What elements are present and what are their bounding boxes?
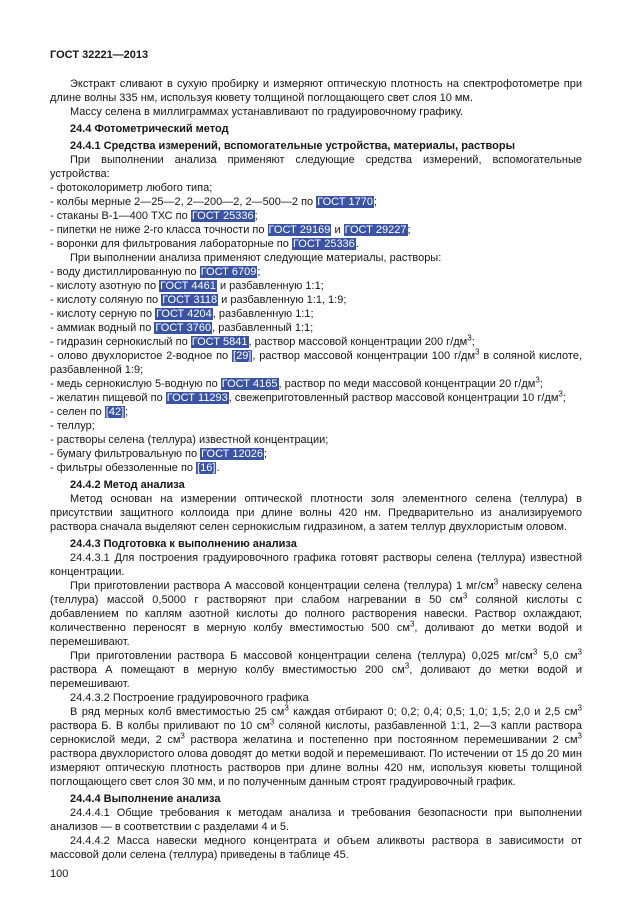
gost-reference-link[interactable]: ГОСТ 3760	[155, 322, 212, 334]
gost-reference-link[interactable]: [42]	[105, 406, 125, 418]
superscript: 3	[462, 591, 468, 601]
gost-reference-link[interactable]: ГОСТ 1770	[317, 196, 373, 208]
gost-reference-link[interactable]: ГОСТ 5841	[191, 336, 248, 348]
paragraph: 24.4.3.1 Для построения градуировочного графика готовят растворы селена (теллура) известной концентрации.	[50, 552, 582, 578]
section-heading: 24.4.4 Выполнение анализа	[70, 793, 221, 805]
list-item: - олово двухлористое 2-водное по [29], раствор массовой концентрации 100 $г/дм^3$ в соляной кислоте, разбавленной 1:9;	[50, 347, 583, 376]
list-item: - селен по [42];	[50, 406, 129, 418]
page-number: 100	[50, 868, 69, 880]
document-header: ГОСТ 32221—2013	[50, 49, 149, 61]
list-item: - воронки для фильтрования лабораторные по ГОСТ 25336.	[50, 238, 359, 250]
list-item: - фильтры обеззоленные по [16].	[50, 462, 220, 474]
section-heading: 24.4.2 Метод анализа	[70, 479, 185, 491]
gost-reference-link[interactable]: [16]	[197, 462, 216, 474]
list-item: - гидразин сернокислый по ГОСТ 5841, раствор массовой концентрации 200 $г/дм^3$;	[50, 333, 475, 348]
gost-reference-link[interactable]: ГОСТ 29227	[344, 224, 407, 236]
list-item: - кислоту азотную по ГОСТ 4461 и разбавленную 1:1;	[50, 280, 324, 292]
section-heading: 24.4 Фотометрический метод	[70, 123, 229, 135]
superscript: 3	[577, 731, 582, 741]
list-item: - медь сернокислую 5-водную по ГОСТ 4165, раствор по меди массовой концентрации 20 $г/дм^3$;	[50, 375, 543, 390]
gost-reference-link[interactable]: ГОСТ 3118	[162, 294, 218, 306]
gost-reference-link[interactable]: ГОСТ 12026	[201, 448, 264, 460]
gost-reference-link[interactable]: ГОСТ 11293	[166, 392, 228, 404]
superscript: 3	[577, 647, 582, 657]
list-item: - кислоту серную по ГОСТ 4204, разбавленную 1:1;	[50, 308, 314, 320]
list-item: - аммиак водный по ГОСТ 3760, разбавленный 1:1;	[50, 322, 314, 334]
gost-reference-link[interactable]: ГОСТ 4461	[160, 280, 216, 292]
superscript: 3	[558, 389, 563, 399]
list-item: - желатин пищевой по ГОСТ 11293, свежеприготовленный раствор массовой концентрации 10 $г/дм^3$;	[50, 389, 566, 404]
section-heading: 24.4.1 Средства измерений, вспомогательные устройства, материалы, растворы	[70, 140, 515, 152]
gost-reference-link[interactable]: ГОСТ 4165	[221, 378, 278, 390]
superscript: 3	[467, 333, 472, 343]
gost-reference-link[interactable]: ГОСТ 29169	[268, 224, 331, 236]
superscript: 3	[409, 619, 415, 629]
paragraph: При выполнении анализа применяют следующие материалы, растворы:	[70, 252, 442, 264]
paragraph: В ряд мерных колб вместимостью 25 $см^3$ каждая отбирают 0; 0,2; 0,4; 0,5; 1,0; 1,5; 2,0 и 2,5 $см^3$ раствора Б. В колбы приливают по 10 $см^3$ соляной кислоты, разбавленной 1:1, 2—3 капли раствора сернокислой меди, 2 $см^3$ раствора желатина и постепенно при постоянном перемешивании 2 $см^3$ раствора двухлористого олова доводят до метки водой и перемешивают. По истечении от 15 до 20 мин измеряют оптическую плотность растворов при длине волны 420 нм, используя кюветы толщиной поглощающего свет слоя 30 мм, и по полученным данным строят градуировочный график.	[50, 703, 582, 788]
paragraph: При приготовлении раствора Б массовой концентрации селена (теллура) 0,025 $мг/см^3$ 5,0 $см^3$ раствора А помещают в мерную колбу вместимостью 200 $см^3$, доливают до метки водой и перемешивают.	[50, 647, 582, 690]
section-heading: 24.4.3 Подготовка к выполнению анализа	[70, 538, 297, 550]
list-item: - теллур;	[50, 420, 95, 432]
superscript: 3	[475, 347, 480, 357]
paragraph: 24.4.3.2 Построение градуировочного графика	[70, 692, 309, 704]
list-item: - стаканы В-1—400 ТХС по ГОСТ 25336;	[50, 210, 258, 222]
paragraph: Метод основан на измерении оптической плотности золя элементного селена (теллура) в присутствии защитного коллоида при длине волны 420 нм. Предварительно из анализируемого раствора сначала выделяют селен сернокислым гидразином, а затем теллур двухлористым оловом.	[50, 493, 582, 533]
list-item: - бумагу фильтровальную по ГОСТ 12026;	[50, 448, 268, 460]
list-item: - воду дистиллированную по ГОСТ 6709;	[50, 266, 261, 278]
list-item: - пипетки не ниже 2-го класса точности по ГОСТ 29169 и ГОСТ 29227;	[50, 224, 411, 236]
gost-reference-link[interactable]: ГОСТ 6709	[200, 266, 257, 278]
list-item: - фотоколориметр любого типа;	[50, 182, 213, 194]
superscript: 3	[535, 375, 540, 385]
gost-reference-link[interactable]: ГОСТ 25336	[292, 238, 355, 250]
document-body	[50, 77, 582, 862]
paragraph: При выполнении анализа применяют следующие средства измерений, вспомогательные устройства:	[50, 154, 582, 180]
superscript: 3	[404, 661, 410, 671]
paragraph: Экстракт сливают в сухую пробирку и измеряют оптическую плотность на спектрофотометре при длине волны 335 нм, используя кювету толщиной поглощающего свет слоя 10 мм.	[50, 78, 582, 104]
paragraph: Массу селена в миллиграммах устанавливают по градуировочному графику.	[70, 106, 464, 118]
gost-reference-link[interactable]: [29]	[233, 350, 252, 362]
superscript: 3	[532, 647, 538, 657]
superscript: 3	[284, 703, 289, 713]
superscript: 3	[493, 577, 499, 587]
list-item: - кислоту соляную по ГОСТ 3118 и разбавленную 1:1, 1:9;	[50, 294, 347, 306]
superscript: 3	[180, 731, 185, 741]
list-item: - колбы мерные 2—25—2, 2—200—2, 2—500—2 по ГОСТ 1770;	[50, 196, 378, 208]
paragraph: При приготовлении раствора А массовой концентрации селена (теллура) 1 $мг/см^3$ навеску селена (теллура) массой 0,5000 г растворяют при слабом нагревании в 50 $см^3$ соляной кислоты с добавлением по каплям азотной кислоты до полного растворения навески. Раствор охлаждают, количественно переносят в мерную колбу вместимостью 500 $см^3$, доливают до метки водой и перемешивают.	[50, 577, 583, 648]
gost-reference-link[interactable]: ГОСТ 25336	[191, 210, 254, 222]
paragraph: 24.4.4.2 Масса навески медного концентрата и объем аликвоты раствора в зависимости от массовой доли селена (теллура) приведены в таблице 45.	[50, 835, 582, 861]
list-item: - растворы селена (теллура) известной концентрации;	[50, 434, 329, 446]
gost-reference-link[interactable]: ГОСТ 4204	[156, 308, 212, 320]
superscript: 3	[269, 717, 275, 727]
paragraph: 24.4.4.1 Общие требования к методам анализа и требования безопасности при выполнении анализов — в соответствии с разделами 4 и 5.	[50, 807, 582, 833]
superscript: 3	[577, 703, 582, 713]
